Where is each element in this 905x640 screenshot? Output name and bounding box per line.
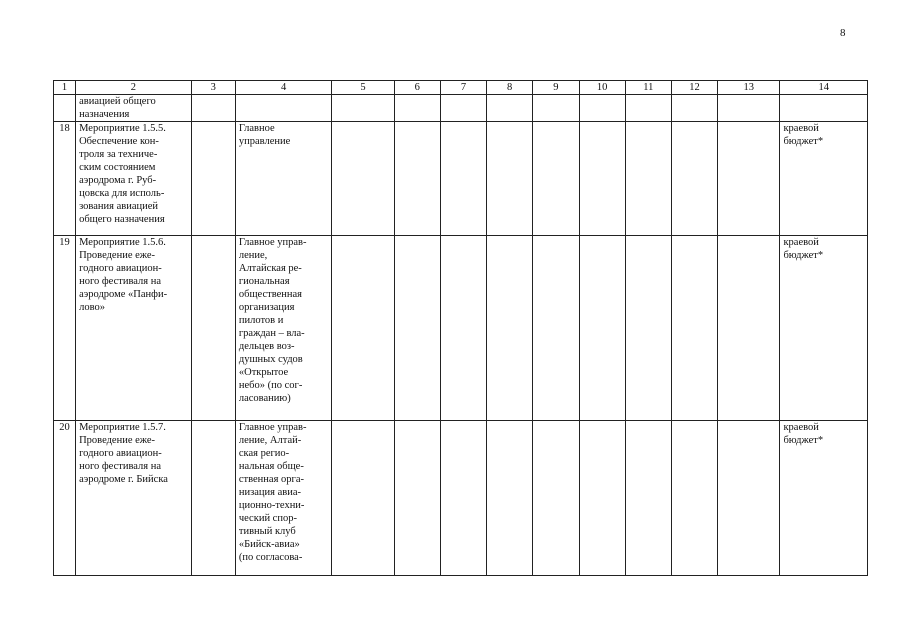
- executor-cell: [235, 122, 331, 236]
- program-table: [53, 80, 868, 576]
- col-header: 3: [191, 81, 235, 95]
- budget-cell: [780, 236, 868, 421]
- table-row: [54, 122, 868, 236]
- event-cell: [76, 95, 192, 122]
- event-cell: [76, 122, 192, 236]
- executor-cell: [235, 421, 331, 576]
- col-header: 11: [625, 81, 671, 95]
- executor-cell: [235, 236, 331, 421]
- col-header: 12: [671, 81, 717, 95]
- col-header: 10: [579, 81, 625, 95]
- budget-text: краевой бюджет*: [783, 422, 824, 446]
- header-row: [54, 81, 868, 95]
- row-number: 18: [54, 122, 76, 236]
- col-header: 14: [780, 81, 868, 95]
- event-text: Мероприятие 1.5.5. Обеспечение кон- троля за техниче- ским состоянием аэродрома г. Руб- цовска для исполь- зования авиацией общего назначения: [79, 123, 166, 225]
- col-header: 9: [533, 81, 579, 95]
- event-cell: [76, 421, 192, 576]
- table-row: [54, 236, 868, 421]
- row-number: 20: [54, 421, 76, 576]
- event-text: Мероприятие 1.5.6. Проведение еже- годного авиацион- ного фестиваля на аэродроме «Панфи- лово»: [79, 237, 168, 313]
- col-header: 1: [54, 81, 76, 95]
- col-header: 7: [440, 81, 486, 95]
- budget-cell: [780, 122, 868, 236]
- executor-text: Главное управление: [238, 123, 291, 147]
- col-header: 4: [235, 81, 331, 95]
- event-text: авиацией общего назначения: [79, 96, 156, 120]
- event-cell: [76, 236, 192, 421]
- table-row: [54, 421, 868, 576]
- executor-text: Главное управ- ление, Алтай- ская регио- нальная обще- ственная орга- низация авиа- ционно-техни- ческий спор- тивный клуб «Бийск-авиа» (по согласова-: [238, 422, 307, 563]
- col-header: 6: [394, 81, 440, 95]
- col-header: 2: [76, 81, 192, 95]
- budget-text: краевой бюджет*: [783, 123, 824, 147]
- col-header: 13: [718, 81, 780, 95]
- executor-text: Главное управ- ление, Алтайская ре- гиональная общественная организация пилотов и граждан – вла- дельцев воз- душных судов «Открытое небо» (по сог- ласованию): [238, 237, 307, 404]
- col-header: 8: [487, 81, 533, 95]
- continuation-row: [54, 95, 868, 122]
- page-number: 8: [840, 27, 846, 39]
- budget-text: краевой бюджет*: [783, 237, 824, 261]
- row-number: [54, 95, 76, 122]
- col-header: 5: [332, 81, 394, 95]
- row-number: 19: [54, 236, 76, 421]
- budget-cell: [780, 421, 868, 576]
- event-text: Мероприятие 1.5.7. Проведение еже- годного авиацион- ного фестиваля на аэродроме г. Бийска: [79, 422, 168, 485]
